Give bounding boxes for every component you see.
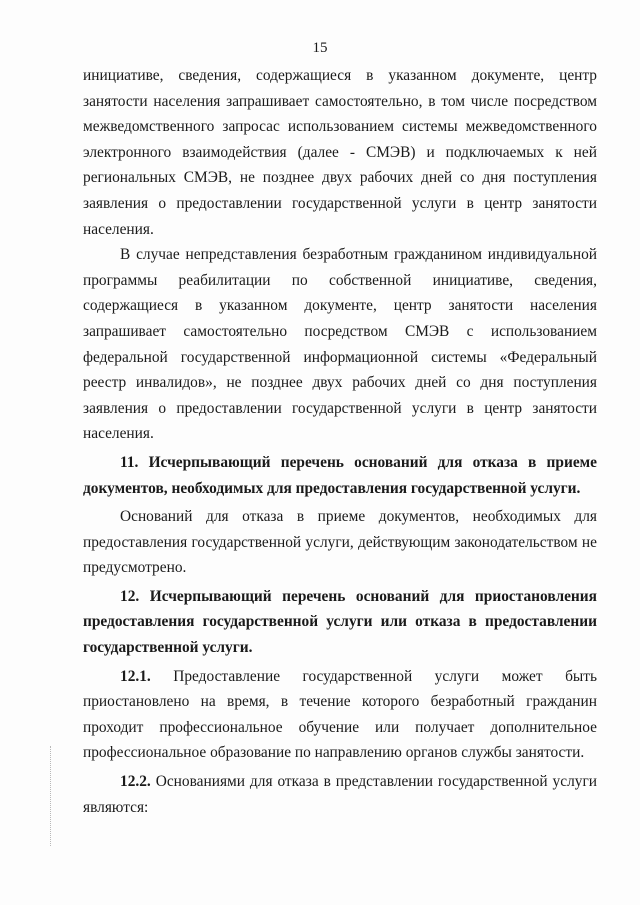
section-12-2-paragraph [83, 769, 597, 820]
section-11-text: Оснований для отказа в приеме документов, необходимых для предоставления государственной услуги, действующим законодательством не предусмотрено. [83, 508, 597, 577]
document-body [83, 63, 597, 820]
section-12-1-text: Предоставление государственной услуги может быть приостановлено на время, в течение которого безработный гражданин проходит профессиональное обучение или получает дополнительное профессиональное образование по направлению органов службы занятости. [83, 667, 597, 762]
paragraph-continuation: инициативе, сведения, содержащиеся в указанном документе, центр занятости населения запрашивает самостоятельно, в том числе посредством межведомственного запросас использованием системы межведомственного электронного взаимодействия (далее - СМЭВ) и подключаемых к ней региональных СМЭВ, не позднее двух рабочих дней со дня поступления заявления о предоставлении государственной услуги в центр занятости населения. [83, 67, 597, 238]
paragraph-rehabilitation-program: В случае непредставления безработным гражданином индивидуальной программы реабилитации по собственной инициативе, сведения, содержащиеся в указанном документе, центр занятости населения запрашивает самостоятельно посредством СМЭВ с использованием федеральной государственной информационной системы «Федеральный реестр инвалидов», не позднее двух рабочих дней со дня поступления заявления о предоставлении государственной услуги в центр занятости населения. [83, 246, 597, 443]
section-12-1-paragraph [83, 664, 597, 766]
section-12-2-text: Основаниями для отказа в представлении государственной услуги являются: [83, 773, 597, 816]
page-number: 15 [312, 40, 328, 56]
section-12-heading: 12. Исчерпывающий перечень оснований для приостановления предоставления государственной услуги или отказа в предоставлении государственной услуги. [83, 587, 597, 657]
section-12-2-number: 12.2. [120, 773, 151, 791]
section-11-heading: 11. Исчерпывающий перечень оснований для отказа в приеме документов, необходимых для предоставления государственной услуги. [83, 453, 597, 497]
section-12-1-number: 12.1. [120, 667, 151, 685]
scan-binding-mark [50, 746, 51, 846]
